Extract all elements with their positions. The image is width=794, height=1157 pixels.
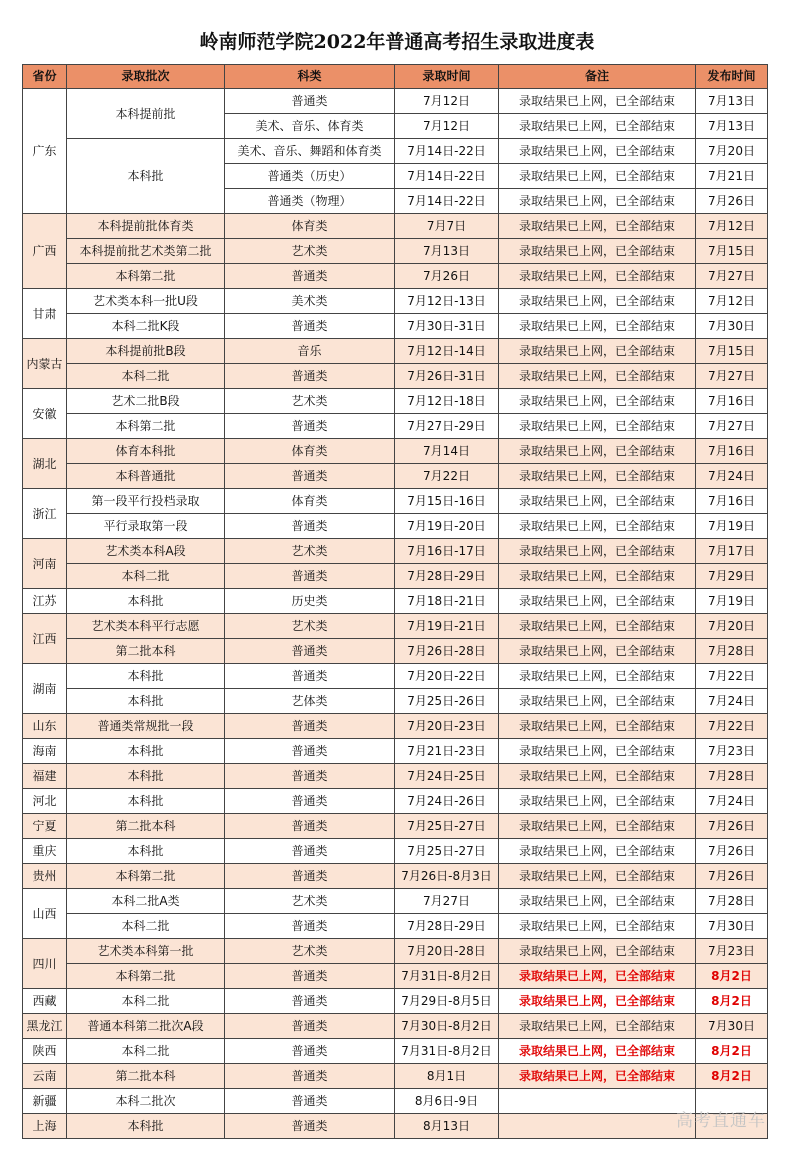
cell-release-time: 7月20日 bbox=[696, 139, 768, 164]
table-row bbox=[23, 1014, 768, 1039]
cell-remarks: 录取结果已上网，已全部结束 bbox=[499, 714, 696, 739]
cell-province: 重庆 bbox=[23, 839, 67, 864]
table-row bbox=[23, 664, 768, 689]
cell-category: 普通类 bbox=[225, 314, 395, 339]
table-row bbox=[23, 639, 768, 664]
cell-admission-time: 7月27日 bbox=[395, 889, 499, 914]
cell-category: 普通类 bbox=[225, 1089, 395, 1114]
cell-category: 普通类 bbox=[225, 814, 395, 839]
cell-category: 艺术类 bbox=[225, 889, 395, 914]
cell-admission-time: 7月15日-16日 bbox=[395, 489, 499, 514]
cell-remarks: 录取结果已上网，已全部结束 bbox=[499, 114, 696, 139]
cell-remarks: 录取结果已上网，已全部结束 bbox=[499, 439, 696, 464]
cell-remarks: 录取结果已上网，已全部结束 bbox=[499, 164, 696, 189]
table-row bbox=[23, 489, 768, 514]
cell-admission-time: 7月30日-8月2日 bbox=[395, 1014, 499, 1039]
cell-category: 美术类 bbox=[225, 289, 395, 314]
cell-release-time: 7月28日 bbox=[696, 764, 768, 789]
table-row bbox=[23, 464, 768, 489]
cell-remarks: 录取结果已上网，已全部结束 bbox=[499, 89, 696, 114]
cell-release-time: 7月15日 bbox=[696, 239, 768, 264]
cell-category: 艺体类 bbox=[225, 689, 395, 714]
cell-release-time: 7月28日 bbox=[696, 639, 768, 664]
cell-remarks: 录取结果已上网，已全部结束 bbox=[499, 1014, 696, 1039]
cell-release-time: 7月30日 bbox=[696, 314, 768, 339]
cell-admission-time: 7月20日-28日 bbox=[395, 939, 499, 964]
cell-release-time: 8月2日 bbox=[696, 1039, 768, 1064]
cell-admission-time: 7月21日-23日 bbox=[395, 739, 499, 764]
cell-remarks bbox=[499, 1114, 696, 1139]
cell-batch: 第二批本科 bbox=[67, 639, 225, 664]
table-row bbox=[23, 414, 768, 439]
header-province: 省份 bbox=[23, 65, 67, 89]
cell-admission-time: 7月25日-27日 bbox=[395, 814, 499, 839]
cell-release-time: 7月13日 bbox=[696, 89, 768, 114]
cell-admission-time: 7月28日-29日 bbox=[395, 914, 499, 939]
cell-admission-time: 7月14日-22日 bbox=[395, 139, 499, 164]
cell-province: 内蒙古 bbox=[23, 339, 67, 389]
cell-province: 江苏 bbox=[23, 589, 67, 614]
cell-admission-time: 7月29日-8月5日 bbox=[395, 989, 499, 1014]
cell-remarks: 录取结果已上网，已全部结束 bbox=[499, 464, 696, 489]
cell-admission-time: 7月31日-8月2日 bbox=[395, 964, 499, 989]
cell-remarks: 录取结果已上网，已全部结束 bbox=[499, 414, 696, 439]
cell-province: 宁夏 bbox=[23, 814, 67, 839]
cell-category: 普通类（物理） bbox=[225, 189, 395, 214]
cell-release-time: 7月30日 bbox=[696, 1014, 768, 1039]
cell-admission-time: 7月26日-28日 bbox=[395, 639, 499, 664]
table-row bbox=[23, 264, 768, 289]
cell-batch: 本科批 bbox=[67, 839, 225, 864]
cell-category: 美术、音乐、舞蹈和体育类 bbox=[225, 139, 395, 164]
cell-release-time: 7月23日 bbox=[696, 739, 768, 764]
cell-batch: 本科批 bbox=[67, 764, 225, 789]
cell-remarks: 录取结果已上网，已全部结束 bbox=[499, 689, 696, 714]
cell-admission-time: 7月19日-20日 bbox=[395, 514, 499, 539]
table-row bbox=[23, 89, 768, 114]
table-row bbox=[23, 564, 768, 589]
cell-category: 普通类 bbox=[225, 514, 395, 539]
cell-batch: 艺术类本科一批U段 bbox=[67, 289, 225, 314]
table-row bbox=[23, 939, 768, 964]
cell-remarks: 录取结果已上网，已全部结束 bbox=[499, 664, 696, 689]
cell-batch: 本科二批A类 bbox=[67, 889, 225, 914]
cell-release-time: 7月19日 bbox=[696, 514, 768, 539]
table-row bbox=[23, 339, 768, 364]
cell-admission-time: 7月14日-22日 bbox=[395, 164, 499, 189]
cell-remarks: 录取结果已上网，已全部结束 bbox=[499, 614, 696, 639]
cell-release-time: 7月19日 bbox=[696, 589, 768, 614]
cell-category: 普通类 bbox=[225, 364, 395, 389]
header-batch: 录取批次 bbox=[67, 65, 225, 89]
cell-batch: 本科提前批B段 bbox=[67, 339, 225, 364]
cell-batch: 本科二批 bbox=[67, 989, 225, 1014]
cell-province: 广西 bbox=[23, 214, 67, 289]
cell-admission-time: 7月26日-31日 bbox=[395, 364, 499, 389]
cell-batch: 本科第二批 bbox=[67, 864, 225, 889]
table-row bbox=[23, 864, 768, 889]
cell-remarks: 录取结果已上网，已全部结束 bbox=[499, 939, 696, 964]
table-row bbox=[23, 1064, 768, 1089]
page-title: 岭南师范学院2022年普通高考招生录取进度表 bbox=[199, 31, 595, 53]
cell-remarks: 录取结果已上网，已全部结束 bbox=[499, 1039, 696, 1064]
cell-release-time: 7月26日 bbox=[696, 864, 768, 889]
cell-release-time: 7月30日 bbox=[696, 914, 768, 939]
cell-release-time: 7月13日 bbox=[696, 114, 768, 139]
cell-admission-time: 7月25日-26日 bbox=[395, 689, 499, 714]
cell-admission-time: 7月16日-17日 bbox=[395, 539, 499, 564]
cell-admission-time: 7月12日 bbox=[395, 114, 499, 139]
table-row bbox=[23, 289, 768, 314]
cell-admission-time: 7月25日-27日 bbox=[395, 839, 499, 864]
table-row bbox=[23, 714, 768, 739]
cell-remarks: 录取结果已上网，已全部结束 bbox=[499, 514, 696, 539]
cell-remarks: 录取结果已上网，已全部结束 bbox=[499, 639, 696, 664]
cell-province: 浙江 bbox=[23, 489, 67, 539]
watermark: 高考直通车 bbox=[676, 1111, 766, 1131]
cell-category: 普通类 bbox=[225, 839, 395, 864]
table-row bbox=[23, 764, 768, 789]
cell-province: 海南 bbox=[23, 739, 67, 764]
cell-admission-time: 7月12日-14日 bbox=[395, 339, 499, 364]
cell-province: 贵州 bbox=[23, 864, 67, 889]
table-row bbox=[23, 539, 768, 564]
cell-admission-time: 7月22日 bbox=[395, 464, 499, 489]
cell-release-time: 7月20日 bbox=[696, 614, 768, 639]
cell-release-time: 8月2日 bbox=[696, 989, 768, 1014]
cell-province: 广东 bbox=[23, 89, 67, 214]
cell-remarks: 录取结果已上网，已全部结束 bbox=[499, 814, 696, 839]
cell-batch: 本科二批 bbox=[67, 914, 225, 939]
table-row bbox=[23, 239, 768, 264]
cell-remarks: 录取结果已上网，已全部结束 bbox=[499, 339, 696, 364]
cell-release-time: 7月24日 bbox=[696, 789, 768, 814]
cell-remarks: 录取结果已上网，已全部结束 bbox=[499, 564, 696, 589]
cell-release-time: 7月17日 bbox=[696, 539, 768, 564]
cell-remarks: 录取结果已上网，已全部结束 bbox=[499, 1064, 696, 1089]
cell-province: 黑龙江 bbox=[23, 1014, 67, 1039]
cell-province: 湖南 bbox=[23, 664, 67, 714]
cell-province: 新疆 bbox=[23, 1089, 67, 1114]
cell-batch: 艺术类本科平行志愿 bbox=[67, 614, 225, 639]
cell-admission-time: 7月24日-26日 bbox=[395, 789, 499, 814]
cell-remarks: 录取结果已上网，已全部结束 bbox=[499, 539, 696, 564]
table-row bbox=[23, 389, 768, 414]
cell-category: 艺术类 bbox=[225, 239, 395, 264]
table-row bbox=[23, 214, 768, 239]
table-row bbox=[23, 314, 768, 339]
cell-batch: 艺术类本科第一批 bbox=[67, 939, 225, 964]
cell-category: 普通类（历史） bbox=[225, 164, 395, 189]
cell-remarks: 录取结果已上网，已全部结束 bbox=[499, 839, 696, 864]
cell-remarks: 录取结果已上网，已全部结束 bbox=[499, 989, 696, 1014]
table-row bbox=[23, 914, 768, 939]
cell-release-time: 8月2日 bbox=[696, 1064, 768, 1089]
cell-province: 西藏 bbox=[23, 989, 67, 1014]
cell-admission-time: 7月24日-25日 bbox=[395, 764, 499, 789]
cell-category: 普通类 bbox=[225, 764, 395, 789]
cell-batch: 本科批 bbox=[67, 739, 225, 764]
cell-category: 体育类 bbox=[225, 439, 395, 464]
admission-progress-table bbox=[22, 64, 768, 1139]
cell-admission-time: 7月20日-22日 bbox=[395, 664, 499, 689]
table-row bbox=[23, 989, 768, 1014]
cell-remarks: 录取结果已上网，已全部结束 bbox=[499, 589, 696, 614]
cell-admission-time: 7月26日-8月3日 bbox=[395, 864, 499, 889]
cell-remarks bbox=[499, 1089, 696, 1114]
cell-admission-time: 7月14日-22日 bbox=[395, 189, 499, 214]
cell-batch: 第二批本科 bbox=[67, 814, 225, 839]
cell-batch: 本科二批次 bbox=[67, 1089, 225, 1114]
cell-admission-time: 7月27日-29日 bbox=[395, 414, 499, 439]
table-row bbox=[23, 1039, 768, 1064]
table-row bbox=[23, 964, 768, 989]
cell-release-time: 7月27日 bbox=[696, 414, 768, 439]
cell-category: 体育类 bbox=[225, 214, 395, 239]
cell-category: 艺术类 bbox=[225, 614, 395, 639]
cell-release-time: 7月22日 bbox=[696, 664, 768, 689]
cell-batch: 第二批本科 bbox=[67, 1064, 225, 1089]
cell-category: 艺术类 bbox=[225, 389, 395, 414]
cell-release-time: 7月12日 bbox=[696, 214, 768, 239]
cell-batch: 本科提前批体育类 bbox=[67, 214, 225, 239]
cell-remarks: 录取结果已上网，已全部结束 bbox=[499, 289, 696, 314]
cell-batch: 本科二批 bbox=[67, 364, 225, 389]
cell-province: 安徽 bbox=[23, 389, 67, 439]
cell-admission-time: 7月14日 bbox=[395, 439, 499, 464]
cell-batch: 本科批 bbox=[67, 664, 225, 689]
table-row bbox=[23, 589, 768, 614]
cell-category: 普通类 bbox=[225, 964, 395, 989]
cell-release-time: 7月27日 bbox=[696, 364, 768, 389]
table-row bbox=[23, 839, 768, 864]
cell-category: 历史类 bbox=[225, 589, 395, 614]
table-row bbox=[23, 814, 768, 839]
cell-remarks: 录取结果已上网，已全部结束 bbox=[499, 189, 696, 214]
cell-batch: 普通类常规批一段 bbox=[67, 714, 225, 739]
cell-province: 山西 bbox=[23, 889, 67, 939]
cell-release-time: 7月12日 bbox=[696, 289, 768, 314]
cell-remarks: 录取结果已上网，已全部结束 bbox=[499, 864, 696, 889]
table-header-row bbox=[23, 65, 768, 89]
cell-release-time: 7月24日 bbox=[696, 464, 768, 489]
cell-category: 普通类 bbox=[225, 464, 395, 489]
cell-release-time: 7月29日 bbox=[696, 564, 768, 589]
table-row bbox=[23, 139, 768, 164]
cell-batch: 艺术二批B段 bbox=[67, 389, 225, 414]
table-body bbox=[23, 89, 768, 1139]
cell-remarks: 录取结果已上网，已全部结束 bbox=[499, 789, 696, 814]
cell-category: 音乐 bbox=[225, 339, 395, 364]
cell-category: 普通类 bbox=[225, 639, 395, 664]
cell-category: 普通类 bbox=[225, 864, 395, 889]
cell-release-time: 7月27日 bbox=[696, 264, 768, 289]
cell-admission-time: 7月26日 bbox=[395, 264, 499, 289]
cell-category: 普通类 bbox=[225, 664, 395, 689]
cell-batch: 体育本科批 bbox=[67, 439, 225, 464]
cell-admission-time: 7月7日 bbox=[395, 214, 499, 239]
cell-release-time: 7月16日 bbox=[696, 439, 768, 464]
cell-batch: 普通本科第二批次A段 bbox=[67, 1014, 225, 1039]
cell-release-time: 7月16日 bbox=[696, 389, 768, 414]
cell-remarks: 录取结果已上网，已全部结束 bbox=[499, 239, 696, 264]
cell-remarks: 录取结果已上网，已全部结束 bbox=[499, 964, 696, 989]
cell-category: 普通类 bbox=[225, 414, 395, 439]
cell-admission-time: 7月12日-18日 bbox=[395, 389, 499, 414]
cell-admission-time: 7月18日-21日 bbox=[395, 589, 499, 614]
cell-category: 艺术类 bbox=[225, 939, 395, 964]
cell-release-time: 7月15日 bbox=[696, 339, 768, 364]
cell-remarks: 录取结果已上网，已全部结束 bbox=[499, 364, 696, 389]
cell-release-time: 7月28日 bbox=[696, 889, 768, 914]
cell-release-time: 7月26日 bbox=[696, 814, 768, 839]
cell-release-time: 7月26日 bbox=[696, 189, 768, 214]
cell-batch: 第一段平行投档录取 bbox=[67, 489, 225, 514]
cell-province: 山东 bbox=[23, 714, 67, 739]
cell-batch: 艺术类本科A段 bbox=[67, 539, 225, 564]
cell-remarks: 录取结果已上网，已全部结束 bbox=[499, 489, 696, 514]
cell-batch: 本科第二批 bbox=[67, 264, 225, 289]
cell-admission-time: 7月31日-8月2日 bbox=[395, 1039, 499, 1064]
cell-admission-time: 7月30日-31日 bbox=[395, 314, 499, 339]
cell-category: 普通类 bbox=[225, 264, 395, 289]
cell-remarks: 录取结果已上网，已全部结束 bbox=[499, 889, 696, 914]
cell-batch: 本科提前批 bbox=[67, 89, 225, 139]
cell-remarks: 录取结果已上网，已全部结束 bbox=[499, 314, 696, 339]
cell-admission-time: 7月13日 bbox=[395, 239, 499, 264]
cell-category: 普通类 bbox=[225, 989, 395, 1014]
cell-release-time: 7月16日 bbox=[696, 489, 768, 514]
cell-category: 体育类 bbox=[225, 489, 395, 514]
header-category: 科类 bbox=[225, 65, 395, 89]
table-row bbox=[23, 739, 768, 764]
cell-category: 普通类 bbox=[225, 1014, 395, 1039]
cell-release-time: 7月22日 bbox=[696, 714, 768, 739]
cell-batch: 本科批 bbox=[67, 689, 225, 714]
cell-province: 云南 bbox=[23, 1064, 67, 1089]
cell-province: 陕西 bbox=[23, 1039, 67, 1064]
header-admission-time: 录取时间 bbox=[395, 65, 499, 89]
header-release-time: 发布时间 bbox=[696, 65, 768, 89]
table-row bbox=[23, 364, 768, 389]
cell-batch: 本科二批K段 bbox=[67, 314, 225, 339]
table-row bbox=[23, 1089, 768, 1114]
cell-release-time: 8月2日 bbox=[696, 964, 768, 989]
cell-category: 普通类 bbox=[225, 739, 395, 764]
table-row bbox=[23, 614, 768, 639]
cell-category: 艺术类 bbox=[225, 539, 395, 564]
cell-category: 普通类 bbox=[225, 914, 395, 939]
cell-release-time: 7月21日 bbox=[696, 164, 768, 189]
cell-category: 普通类 bbox=[225, 89, 395, 114]
cell-province: 四川 bbox=[23, 939, 67, 989]
table-row bbox=[23, 514, 768, 539]
table-row bbox=[23, 789, 768, 814]
cell-province: 福建 bbox=[23, 764, 67, 789]
cell-admission-time: 8月13日 bbox=[395, 1114, 499, 1139]
cell-admission-time: 7月12日-13日 bbox=[395, 289, 499, 314]
cell-remarks: 录取结果已上网，已全部结束 bbox=[499, 264, 696, 289]
cell-admission-time: 8月1日 bbox=[395, 1064, 499, 1089]
cell-release-time: 7月23日 bbox=[696, 939, 768, 964]
cell-release-time: 7月26日 bbox=[696, 839, 768, 864]
cell-province: 河南 bbox=[23, 539, 67, 589]
cell-province: 甘肃 bbox=[23, 289, 67, 339]
cell-batch: 本科第二批 bbox=[67, 964, 225, 989]
cell-category: 普通类 bbox=[225, 714, 395, 739]
cell-remarks: 录取结果已上网，已全部结束 bbox=[499, 214, 696, 239]
cell-batch: 本科批 bbox=[67, 589, 225, 614]
cell-batch: 平行录取第一段 bbox=[67, 514, 225, 539]
cell-admission-time: 7月19日-21日 bbox=[395, 614, 499, 639]
header-remarks: 备注 bbox=[499, 65, 696, 89]
cell-category: 美术、音乐、体育类 bbox=[225, 114, 395, 139]
cell-admission-time: 7月20日-23日 bbox=[395, 714, 499, 739]
table-row bbox=[23, 889, 768, 914]
cell-batch: 本科第二批 bbox=[67, 414, 225, 439]
cell-category: 普通类 bbox=[225, 789, 395, 814]
table-row bbox=[23, 439, 768, 464]
cell-batch: 本科批 bbox=[67, 1114, 225, 1139]
cell-batch: 本科批 bbox=[67, 789, 225, 814]
cell-province: 上海 bbox=[23, 1114, 67, 1139]
cell-category: 普通类 bbox=[225, 1039, 395, 1064]
cell-batch: 本科普通批 bbox=[67, 464, 225, 489]
cell-category: 普通类 bbox=[225, 564, 395, 589]
cell-category: 普通类 bbox=[225, 1064, 395, 1089]
cell-remarks: 录取结果已上网，已全部结束 bbox=[499, 139, 696, 164]
cell-batch: 本科批 bbox=[67, 139, 225, 214]
cell-province: 江西 bbox=[23, 614, 67, 664]
cell-remarks: 录取结果已上网，已全部结束 bbox=[499, 764, 696, 789]
table-row bbox=[23, 1114, 768, 1139]
cell-admission-time: 7月12日 bbox=[395, 89, 499, 114]
cell-remarks: 录取结果已上网，已全部结束 bbox=[499, 389, 696, 414]
cell-batch: 本科二批 bbox=[67, 564, 225, 589]
cell-remarks: 录取结果已上网，已全部结束 bbox=[499, 914, 696, 939]
cell-province: 湖北 bbox=[23, 439, 67, 489]
cell-category: 普通类 bbox=[225, 1114, 395, 1139]
cell-admission-time: 8月6日-9日 bbox=[395, 1089, 499, 1114]
cell-release-time: 7月24日 bbox=[696, 689, 768, 714]
table-row bbox=[23, 689, 768, 714]
cell-batch: 本科二批 bbox=[67, 1039, 225, 1064]
cell-remarks: 录取结果已上网，已全部结束 bbox=[499, 739, 696, 764]
cell-province: 河北 bbox=[23, 789, 67, 814]
cell-admission-time: 7月28日-29日 bbox=[395, 564, 499, 589]
cell-batch: 本科提前批艺术类第二批 bbox=[67, 239, 225, 264]
